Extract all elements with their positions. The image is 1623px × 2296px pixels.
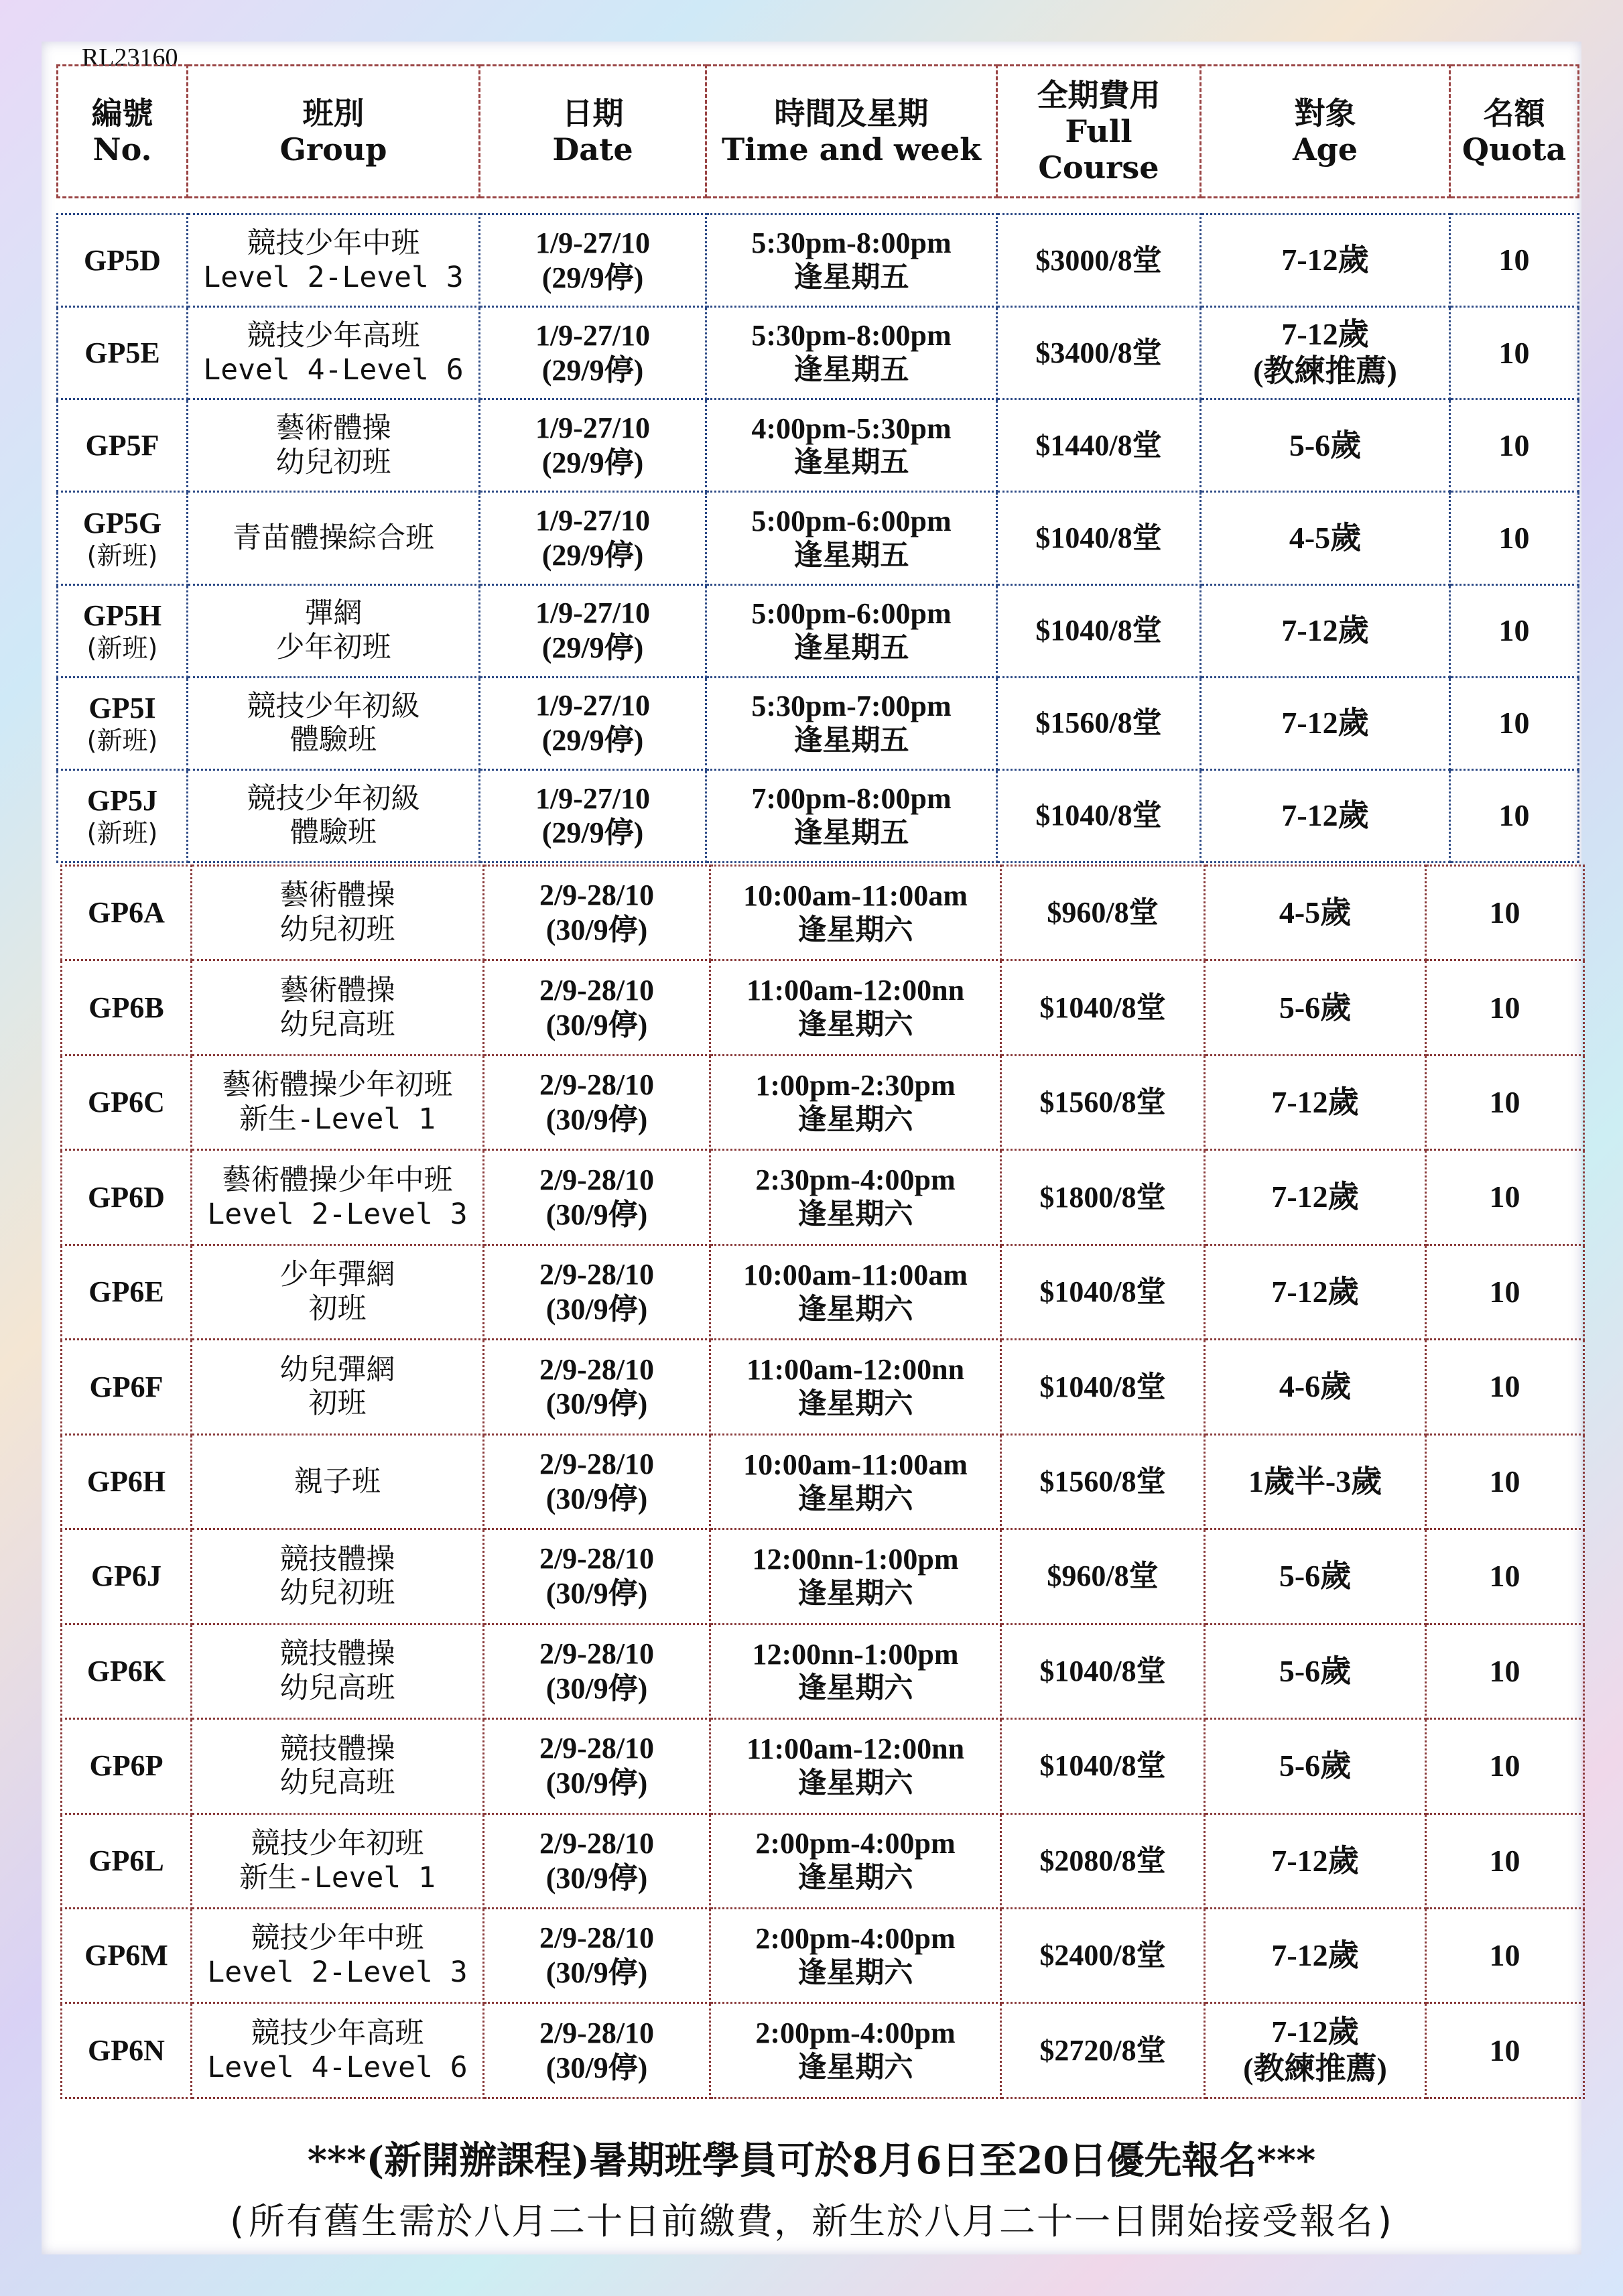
class-age: 5-6歲: [1205, 960, 1426, 1055]
class-date: 2/9-28/10 (30/9停): [484, 1908, 710, 2002]
class-time: 2:30pm-4:00pm 逢星期六: [710, 1150, 1001, 1245]
class-date: 1/9-27/10 (29/9停): [480, 399, 706, 492]
class-fee: $1560/8堂: [997, 677, 1201, 769]
saturday-classes-table: [60, 865, 1585, 2099]
class-time: 4:00pm-5:30pm 逢星期五: [706, 399, 997, 492]
class-date: 2/9-28/10 (30/9停): [484, 960, 710, 1055]
class-no: GP6P: [62, 1719, 192, 1813]
class-age: 5-6歲: [1205, 1719, 1426, 1813]
class-date: 1/9-27/10 (29/9停): [480, 769, 706, 862]
class-group: 競技少年中班 Level 2-Level 3: [192, 1908, 484, 2002]
class-no: GP6L: [62, 1813, 192, 1908]
class-fee: $960/8堂: [1001, 1529, 1205, 1624]
header-no: 編號 No.: [58, 66, 188, 198]
class-age: 7-12歲: [1201, 584, 1450, 677]
table-row: [58, 399, 1579, 492]
table-row: [58, 584, 1579, 677]
class-time: 2:00pm-4:00pm 逢星期六: [710, 1813, 1001, 1908]
friday-classes-table: [56, 213, 1579, 863]
class-no: GP5D: [58, 214, 188, 307]
class-age: 7-12歲: [1205, 1813, 1426, 1908]
table-row: [58, 492, 1579, 584]
class-no: GP5F: [58, 399, 188, 492]
class-age: 7-12歲: [1205, 1245, 1426, 1339]
class-no: GP5H (新班): [58, 584, 188, 677]
class-age: 5-6歲: [1205, 1529, 1426, 1624]
class-date: 2/9-28/10 (30/9停): [484, 1340, 710, 1434]
class-quota: 10: [1426, 866, 1584, 960]
class-quota: 10: [1426, 1908, 1584, 2002]
class-age: 4-5歲: [1201, 492, 1450, 584]
class-fee: $1040/8堂: [1001, 960, 1205, 1055]
header-age: 對象 Age: [1201, 66, 1450, 198]
class-quota: 10: [1450, 677, 1579, 769]
class-time: 7:00pm-8:00pm 逢星期五: [706, 769, 997, 862]
class-fee: $1040/8堂: [997, 584, 1201, 677]
class-date: 1/9-27/10 (29/9停): [480, 492, 706, 584]
class-no: GP6C: [62, 1055, 192, 1149]
class-no: GP5G (新班): [58, 492, 188, 584]
class-quota: 10: [1426, 1624, 1584, 1718]
table-row: [62, 2003, 1584, 2098]
table-row: [62, 1245, 1584, 1339]
class-fee: $3400/8堂: [997, 307, 1201, 399]
class-group: 競技體操 幼兒高班: [192, 1624, 484, 1718]
class-age: 7-12歲: [1201, 677, 1450, 769]
class-age: 5-6歲: [1201, 399, 1450, 492]
class-group: 藝術體操少年初班 新生-Level 1: [192, 1055, 484, 1149]
class-time: 12:00nn-1:00pm 逢星期六: [710, 1624, 1001, 1718]
class-quota: 10: [1426, 1529, 1584, 1624]
class-quota: 10: [1426, 1150, 1584, 1245]
class-time: 5:00pm-6:00pm 逢星期五: [706, 584, 997, 677]
class-fee: $1040/8堂: [1001, 1245, 1205, 1339]
class-fee: $1040/8堂: [1001, 1624, 1205, 1718]
table-row: [58, 677, 1579, 769]
schedule-header: [56, 64, 1579, 198]
class-fee: $1440/8堂: [997, 399, 1201, 492]
class-age: 7-12歲 (教練推薦): [1201, 307, 1450, 399]
class-quota: 10: [1426, 1434, 1584, 1529]
table-row: [62, 1055, 1584, 1149]
class-quota: 10: [1450, 214, 1579, 307]
table-row: [62, 1624, 1584, 1718]
class-group: 青苗體操綜合班: [188, 492, 480, 584]
class-quota: 10: [1450, 399, 1579, 492]
class-quota: 10: [1426, 2003, 1584, 2098]
class-quota: 10: [1426, 1719, 1584, 1813]
new-class-tag: (新班): [86, 818, 158, 848]
class-age: 1歲半-3歲: [1205, 1434, 1426, 1529]
class-time: 2:00pm-4:00pm 逢星期六: [710, 1908, 1001, 2002]
class-date: 2/9-28/10 (30/9停): [484, 1434, 710, 1529]
class-fee: $1040/8堂: [1001, 1719, 1205, 1813]
class-fee: $1040/8堂: [997, 492, 1201, 584]
new-class-tag: (新班): [86, 725, 158, 755]
class-date: 2/9-28/10 (30/9停): [484, 1624, 710, 1718]
class-time: 12:00nn-1:00pm 逢星期六: [710, 1529, 1001, 1624]
class-no: GP6F: [62, 1340, 192, 1434]
class-group: 藝術體操 幼兒初班: [192, 866, 484, 960]
table-row: [58, 307, 1579, 399]
class-date: 1/9-27/10 (29/9停): [480, 584, 706, 677]
class-date: 2/9-28/10 (30/9停): [484, 1245, 710, 1339]
class-time: 1:00pm-2:30pm 逢星期六: [710, 1055, 1001, 1149]
class-date: 2/9-28/10 (30/9停): [484, 1055, 710, 1149]
class-no: GP6J: [62, 1529, 192, 1624]
class-time: 11:00am-12:00nn 逢星期六: [710, 1340, 1001, 1434]
class-group: 競技少年初級 體驗班: [188, 677, 480, 769]
table-row: [62, 1908, 1584, 2002]
class-time: 2:00pm-4:00pm 逢星期六: [710, 2003, 1001, 2098]
new-class-tag: (新班): [86, 633, 158, 663]
class-time: 5:30pm-8:00pm 逢星期五: [706, 307, 997, 399]
table-row: [62, 1150, 1584, 1245]
class-fee: $3000/8堂: [997, 214, 1201, 307]
class-group: 藝術體操 幼兒高班: [192, 960, 484, 1055]
header-time: 時間及星期 Time and week: [706, 66, 997, 198]
class-quota: 10: [1450, 307, 1579, 399]
class-no: GP5E: [58, 307, 188, 399]
class-fee: $1800/8堂: [1001, 1150, 1205, 1245]
new-class-tag: (新班): [86, 540, 158, 570]
class-age: 7-12歲 (教練推薦): [1205, 2003, 1426, 2098]
class-no: GP6H: [62, 1434, 192, 1529]
class-no: GP6E: [62, 1245, 192, 1339]
class-age: 7-12歲: [1205, 1150, 1426, 1245]
table-row: [62, 866, 1584, 960]
class-fee: $1040/8堂: [997, 769, 1201, 862]
class-quota: 10: [1426, 1340, 1584, 1434]
table-row: [62, 1340, 1584, 1434]
class-quota: 10: [1450, 492, 1579, 584]
class-no: GP6N: [62, 2003, 192, 2098]
class-group: 競技體操 幼兒初班: [192, 1529, 484, 1624]
class-time: 5:30pm-7:00pm 逢星期五: [706, 677, 997, 769]
class-quota: 10: [1426, 1055, 1584, 1149]
class-age: 5-6歲: [1205, 1624, 1426, 1718]
class-age: 4-5歲: [1205, 866, 1426, 960]
class-group: 藝術體操少年中班 Level 2-Level 3: [192, 1150, 484, 1245]
class-fee: $2080/8堂: [1001, 1813, 1205, 1908]
class-date: 1/9-27/10 (29/9停): [480, 677, 706, 769]
class-quota: 10: [1426, 960, 1584, 1055]
class-date: 2/9-28/10 (30/9停): [484, 1529, 710, 1624]
class-group: 競技少年高班 Level 4-Level 6: [192, 2003, 484, 2098]
class-no: GP6B: [62, 960, 192, 1055]
header-fee: 全期費用 Full Course: [997, 66, 1201, 198]
class-group: 彈網 少年初班: [188, 584, 480, 677]
class-quota: 10: [1450, 769, 1579, 862]
class-time: 11:00am-12:00nn 逢星期六: [710, 960, 1001, 1055]
class-group: 親子班: [192, 1434, 484, 1529]
table-row: [62, 1434, 1584, 1529]
class-fee: $960/8堂: [1001, 866, 1205, 960]
class-no: GP6K: [62, 1624, 192, 1718]
class-group: 少年彈網 初班: [192, 1245, 484, 1339]
registration-notice: ***(新開辦課程)暑期班學員可於8月6日至20日優先報名***: [307, 2139, 1316, 2183]
class-fee: $1560/8堂: [1001, 1055, 1205, 1149]
class-no: GP6A: [62, 866, 192, 960]
class-date: 1/9-27/10 (29/9停): [480, 307, 706, 399]
class-group: 競技體操 幼兒高班: [192, 1719, 484, 1813]
class-time: 11:00am-12:00nn 逢星期六: [710, 1719, 1001, 1813]
table-row: [58, 769, 1579, 862]
class-time: 10:00am-11:00am 逢星期六: [710, 866, 1001, 960]
table-row: [62, 960, 1584, 1055]
class-age: 7-12歲: [1205, 1055, 1426, 1149]
class-group: 幼兒彈網 初班: [192, 1340, 484, 1434]
class-group: 競技少年高班 Level 4-Level 6: [188, 307, 480, 399]
header-group: 班別 Group: [188, 66, 480, 198]
reference-code: RL23160: [82, 44, 178, 72]
class-fee: $2400/8堂: [1001, 1908, 1205, 2002]
table-row: [62, 1529, 1584, 1624]
class-date: 2/9-28/10 (30/9停): [484, 1150, 710, 1245]
table-row: [62, 1813, 1584, 1908]
class-time: 5:00pm-6:00pm 逢星期五: [706, 492, 997, 584]
class-group: 競技少年初班 新生-Level 1: [192, 1813, 484, 1908]
table-row: [58, 214, 1579, 307]
class-group: 藝術體操 幼兒初班: [188, 399, 480, 492]
class-time: 10:00am-11:00am 逢星期六: [710, 1434, 1001, 1529]
class-time: 5:30pm-8:00pm 逢星期五: [706, 214, 997, 307]
class-quota: 10: [1426, 1245, 1584, 1339]
class-fee: $1040/8堂: [1001, 1340, 1205, 1434]
class-fee: $1560/8堂: [1001, 1434, 1205, 1529]
class-date: 2/9-28/10 (30/9停): [484, 1813, 710, 1908]
class-date: 2/9-28/10 (30/9停): [484, 1719, 710, 1813]
class-no: GP6M: [62, 1908, 192, 2002]
class-group: 競技少年初級 體驗班: [188, 769, 480, 862]
class-group: 競技少年中班 Level 2-Level 3: [188, 214, 480, 307]
class-date: 2/9-28/10 (30/9停): [484, 2003, 710, 2098]
class-age: 7-12歲: [1205, 1908, 1426, 2002]
class-quota: 10: [1450, 584, 1579, 677]
header-date: 日期 Date: [480, 66, 706, 198]
class-quota: 10: [1426, 1813, 1584, 1908]
class-no: GP5J (新班): [58, 769, 188, 862]
class-time: 10:00am-11:00am 逢星期六: [710, 1245, 1001, 1339]
class-age: 7-12歲: [1201, 214, 1450, 307]
table-row: [62, 1719, 1584, 1813]
class-date: 2/9-28/10 (30/9停): [484, 866, 710, 960]
class-age: 4-6歲: [1205, 1340, 1426, 1434]
payment-notice: (所有舊生需於八月二十日前繳費，新生於八月二十一日開始接受報名): [225, 2200, 1398, 2242]
class-no: GP5I (新班): [58, 677, 188, 769]
class-date: 1/9-27/10 (29/9停): [480, 214, 706, 307]
class-age: 7-12歲: [1201, 769, 1450, 862]
class-no: GP6D: [62, 1150, 192, 1245]
class-fee: $2720/8堂: [1001, 2003, 1205, 2098]
header-quota: 名額 Quota: [1450, 66, 1579, 198]
